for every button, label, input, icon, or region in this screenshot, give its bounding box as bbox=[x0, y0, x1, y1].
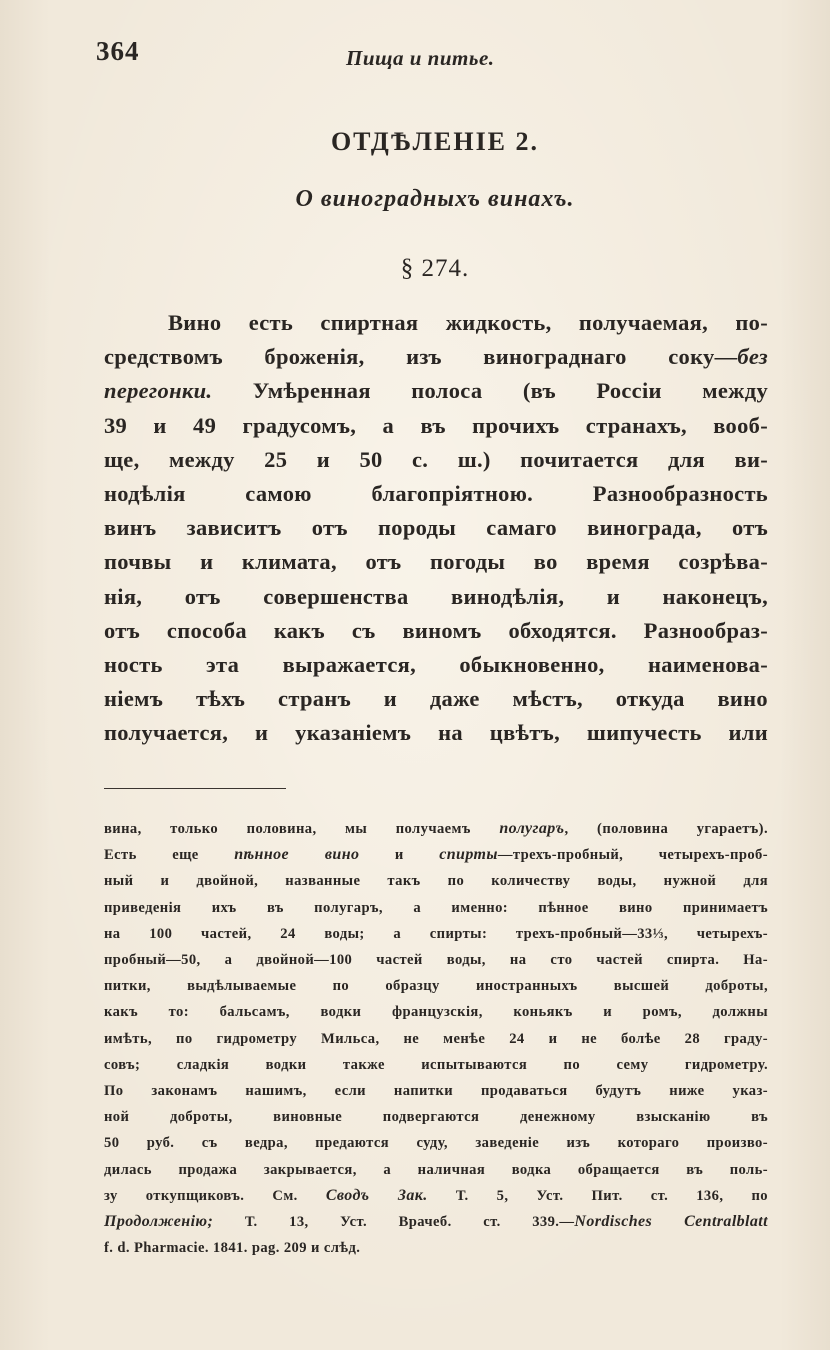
text-line bbox=[104, 374, 768, 408]
text-line: ніемъ тѣхъ странъ и даже мѣстъ, откуда вино bbox=[104, 686, 768, 712]
page-number: 364 bbox=[96, 36, 140, 66]
text-line: ще, между 25 и 50 с. ш.) почитается для ви- bbox=[104, 446, 768, 472]
text-segment: зу откупщиковъ. См. bbox=[104, 1187, 326, 1204]
italic-term: без bbox=[737, 344, 768, 370]
footnote-line: питки, выдѣлываемые по образцу иностранныхъ высшей доброты, bbox=[104, 978, 768, 995]
italic-term: Сводъ Зак. bbox=[325, 1186, 428, 1204]
text-segment: , (половина угараетъ). bbox=[564, 821, 768, 837]
italic-term: полугаръ bbox=[499, 820, 565, 837]
italic-term: пѣнное вино bbox=[234, 846, 360, 864]
footnote-line: имѣть, по гидрометру Мильса, не менѣе 24 и не болѣе 28 граду- bbox=[104, 1030, 768, 1047]
text-segment: средствомъ броженія, изъ винограднаго соку— bbox=[104, 344, 738, 370]
footnote-line bbox=[104, 816, 768, 842]
text-segment: Умѣренная полоса (въ Россіи между bbox=[212, 378, 768, 404]
footnote-line: f. d. Pharmacie. 1841. pag. 209 и слѣд. bbox=[104, 1240, 361, 1257]
footnote-line: пробный—50, а двойной—100 частей воды, на сто частей спирта. На- bbox=[104, 952, 768, 969]
footnote-rule bbox=[104, 788, 286, 789]
footnote-line: ный и двойной, названные такъ по количеству воды, нужной для bbox=[104, 873, 768, 890]
text-line: отъ способа какъ съ виномъ обходятся. Разнообраз- bbox=[104, 617, 768, 643]
footnote-line bbox=[104, 1183, 768, 1209]
page-header bbox=[96, 36, 746, 76]
footnote-line: какъ то: бальсамъ, водки французскія, коньякъ и ромъ, должны bbox=[104, 1004, 768, 1021]
text-line: почвы и климата, отъ погоды во время созрѣва- bbox=[104, 549, 768, 575]
footnote-line: дилась продажа закрывается, а наличная водка обращается въ поль- bbox=[104, 1161, 768, 1178]
text-line: нодѣлія самою благопріятною. Разнообразность bbox=[104, 481, 768, 507]
text-line: Вино есть спиртная жидкость, получаемая, по- bbox=[168, 310, 768, 335]
text-segment: Есть еще bbox=[104, 847, 235, 864]
footnote-line: По законамъ нашимъ, если напитки продаваться будутъ ниже указ- bbox=[104, 1083, 768, 1100]
italic-term: спирты bbox=[439, 846, 498, 864]
italic-term: Продолженію; bbox=[104, 1213, 214, 1231]
footnote-line: приведенія ихъ въ полугаръ, а именно: пѣнное вино принимаетъ bbox=[104, 899, 768, 916]
paragraph-number: § 274. bbox=[400, 255, 470, 282]
text-segment: Т. 13, Уст. Врачеб. ст. 339.— bbox=[213, 1214, 575, 1231]
footnote bbox=[104, 816, 768, 1261]
section-title: ОТДѢЛЕНІЕ 2. bbox=[330, 127, 540, 156]
footnote-line bbox=[104, 842, 768, 868]
italic-term: Nordisches Centralblatt bbox=[574, 1213, 768, 1231]
footnote-line: на 100 частей, 24 воды; а спирты: трехъ-пробный—33⅓, четырехъ- bbox=[104, 925, 768, 942]
section-subtitle: О виноградныхъ винахъ. bbox=[295, 186, 575, 212]
text-line: 39 и 49 градусомъ, а въ прочихъ странахъ, вооб- bbox=[104, 412, 768, 438]
text-line bbox=[104, 340, 768, 374]
text-line: нія, отъ совершенства винодѣлія, и наконецъ, bbox=[104, 583, 768, 609]
footnote-line: совъ; сладкія водки также испытываются по сему гидрометру. bbox=[104, 1056, 768, 1073]
running-head: Пища и питье. bbox=[346, 46, 495, 70]
text-line: ность эта выражается, обыкновенно, наименова- bbox=[104, 652, 768, 678]
text-line: получается, и указаніемъ на цвѣтъ, шипучесть или bbox=[104, 720, 768, 746]
italic-term: перегонки. bbox=[104, 378, 213, 404]
text-segment: —трехъ-пробный, четырехъ-проб- bbox=[497, 847, 768, 864]
footnote-line bbox=[104, 1209, 768, 1235]
text-line: винъ зависитъ отъ породы самаго винограда, отъ bbox=[104, 515, 768, 541]
footnote-line: ной доброты, виновные подвергаются денежному взысканію въ bbox=[104, 1109, 768, 1126]
text-segment: Т. 5, Уст. Пит. ст. 136, по bbox=[427, 1187, 768, 1204]
main-text bbox=[104, 306, 768, 751]
text-segment: вина, только половина, мы получаемъ bbox=[104, 821, 500, 837]
footnote-line: 50 руб. съ ведра, предаются суду, заведеніе изъ котораго произво- bbox=[104, 1135, 768, 1152]
text-segment: и bbox=[359, 847, 440, 864]
